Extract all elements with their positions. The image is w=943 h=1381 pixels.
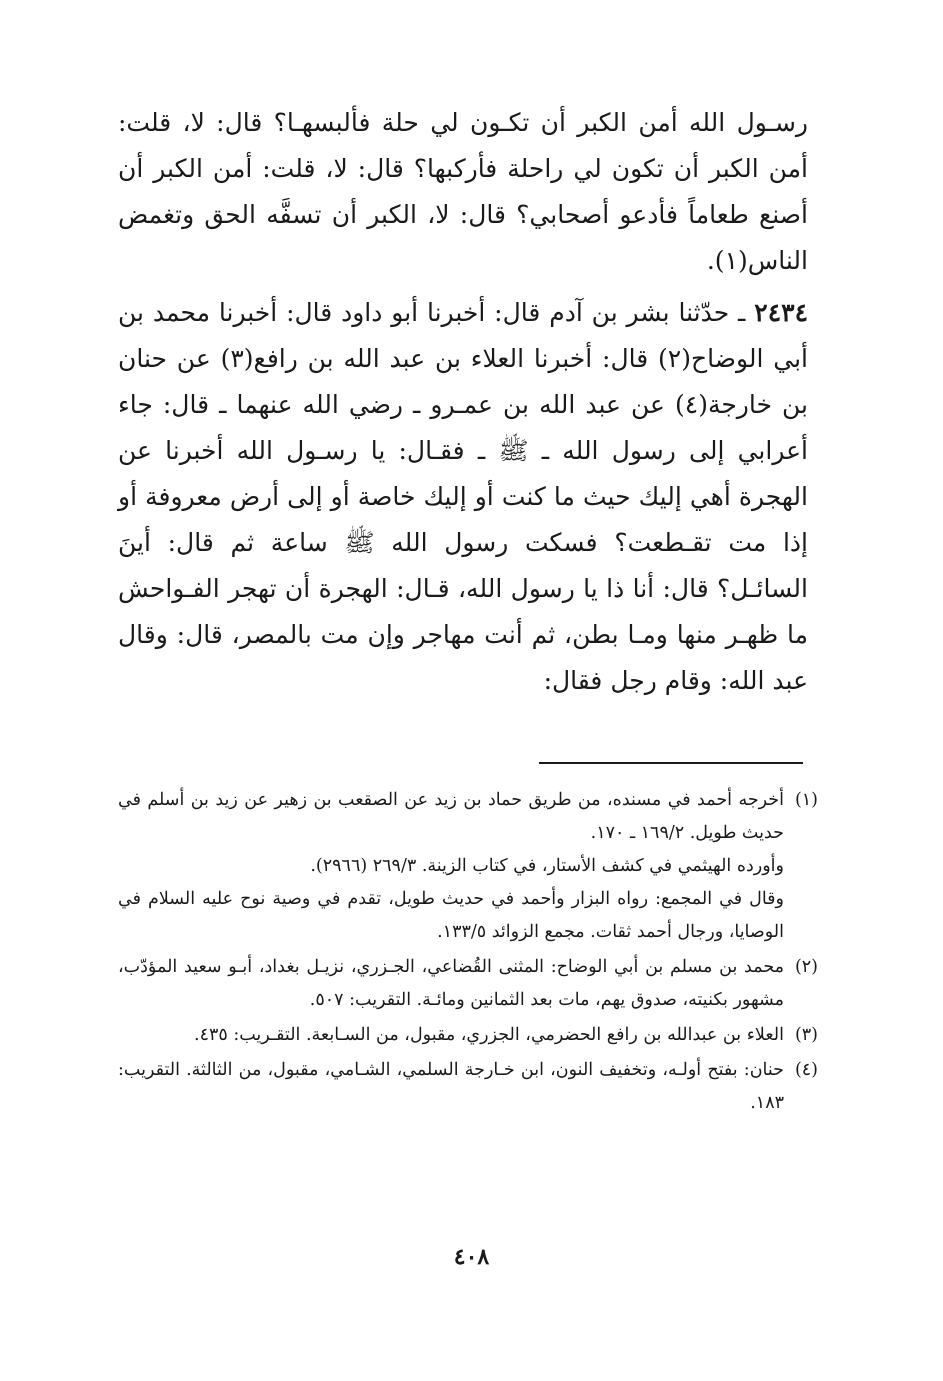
footnote-line: محمد بن مسلم بن أبي الوضاح: المثنى القُضاعي، الجـزري، نزيـل بغداد، أبـو سعيد المؤدّب، مشهور بكنيته، صدوق يهم، مات بعد الثمانين ومائـة. التقريب: ٥٠٧.: [118, 957, 784, 1010]
footnote-1: [118, 784, 818, 949]
footnote-body: [118, 1054, 784, 1120]
footnote-number: (٣): [794, 1025, 818, 1045]
footnote-line: العلاء بن عبدالله بن رافع الحضرمي، الجزري، مقبول، من السـابعة. التقـريب: ٤٣٥.: [194, 1025, 784, 1045]
hadith-paragraph: [118, 290, 808, 704]
hadith-number: ٢٤٣٤: [754, 298, 808, 327]
footnote-number: (١): [794, 790, 818, 810]
footnote-4: [118, 1054, 818, 1120]
footnote-line: وأورده الهيثمي في كشف الأستار، في كتاب الزينة. ٢٦٩/٣ (٢٩٦٦).: [310, 856, 784, 876]
footnote-number: (٤): [794, 1060, 818, 1080]
footnote-body: [118, 951, 784, 1017]
footnote-3: [118, 1019, 818, 1052]
footnote-line: وقال في المجمع: رواه البزار وأحمد في حديث طويل، تقدم في وصية نوح عليه السلام في الوصايا، ورجال أحمد ثقات. مجمع الزوائد ١٣٣/٥.: [118, 889, 784, 942]
footnote-2: [118, 951, 818, 1017]
continued-paragraph: رسـول الله أمن الكبر أن تكـون لي حلة فألبسهـا؟ قال: لا، قلت: أمن الكبر أن تكون لي راحلة فأركبها؟ قال: لا، قلت: أمن الكبر أن أصنع طعاماً فأدعو أصحابي؟ قال: لا، الكبر أن تسفَّه الحق وتغمض الناس(١).: [118, 108, 808, 275]
main-text-block: [118, 100, 808, 704]
page-number: ٤٠٨: [453, 1244, 490, 1270]
footnote-line: أخرجه أحمد في مسنده، من طريق حماد بن زيد عن الصقعب بن زهير عن زيد بن أسلم في حديث طويل. ١٦٩/٢ ـ ١٧٠.: [118, 790, 784, 843]
footnote-line: حنان: بفتح أولـه، وتخفيف النون، ابن خـارجة السلمي، الشـامي، مقبول، من الثالثة. التقريب: ١٨٣.: [118, 1060, 784, 1113]
hadith-text: ـ حدّثنا بشر بن آدم قال: أخبرنا أبو داود قال: أخبرنا محمد بن أبي الوضاح(٢) قال: أخبرنا العلاء بن عبد الله بن رافع(٣) عن حنان بن خارجة(٤) عن عبد الله بن عمـرو ـ رضي الله عنهما ـ قال: جاء أعرابي إلى رسول الله ـ ﷺ ـ فقـال: يا رسـول الله أخبرنا عن الهجرة أهي إليك حيث ما كنت أو إليك خاصة أو إلى أرض معروفة أو إذا مت تقـطعت؟ فسكت رسول الله ﷺ ساعة ثم قال: أينَ السائـل؟ قال: أنا ذا يا رسول الله، قـال: الهجرة أن تهجر الفـواحش ما ظهـر منها ومـا بطن، ثم أنت مهاجر وإن مت بالمصر، قال: وقال عبد الله: وقام رجل فقال:: [118, 298, 808, 695]
footnote-divider: [539, 762, 803, 764]
footnote-body: [118, 1019, 784, 1052]
footnote-body: [118, 784, 784, 949]
footnotes-section: [118, 784, 818, 1122]
footnote-number: (٢): [794, 957, 818, 977]
